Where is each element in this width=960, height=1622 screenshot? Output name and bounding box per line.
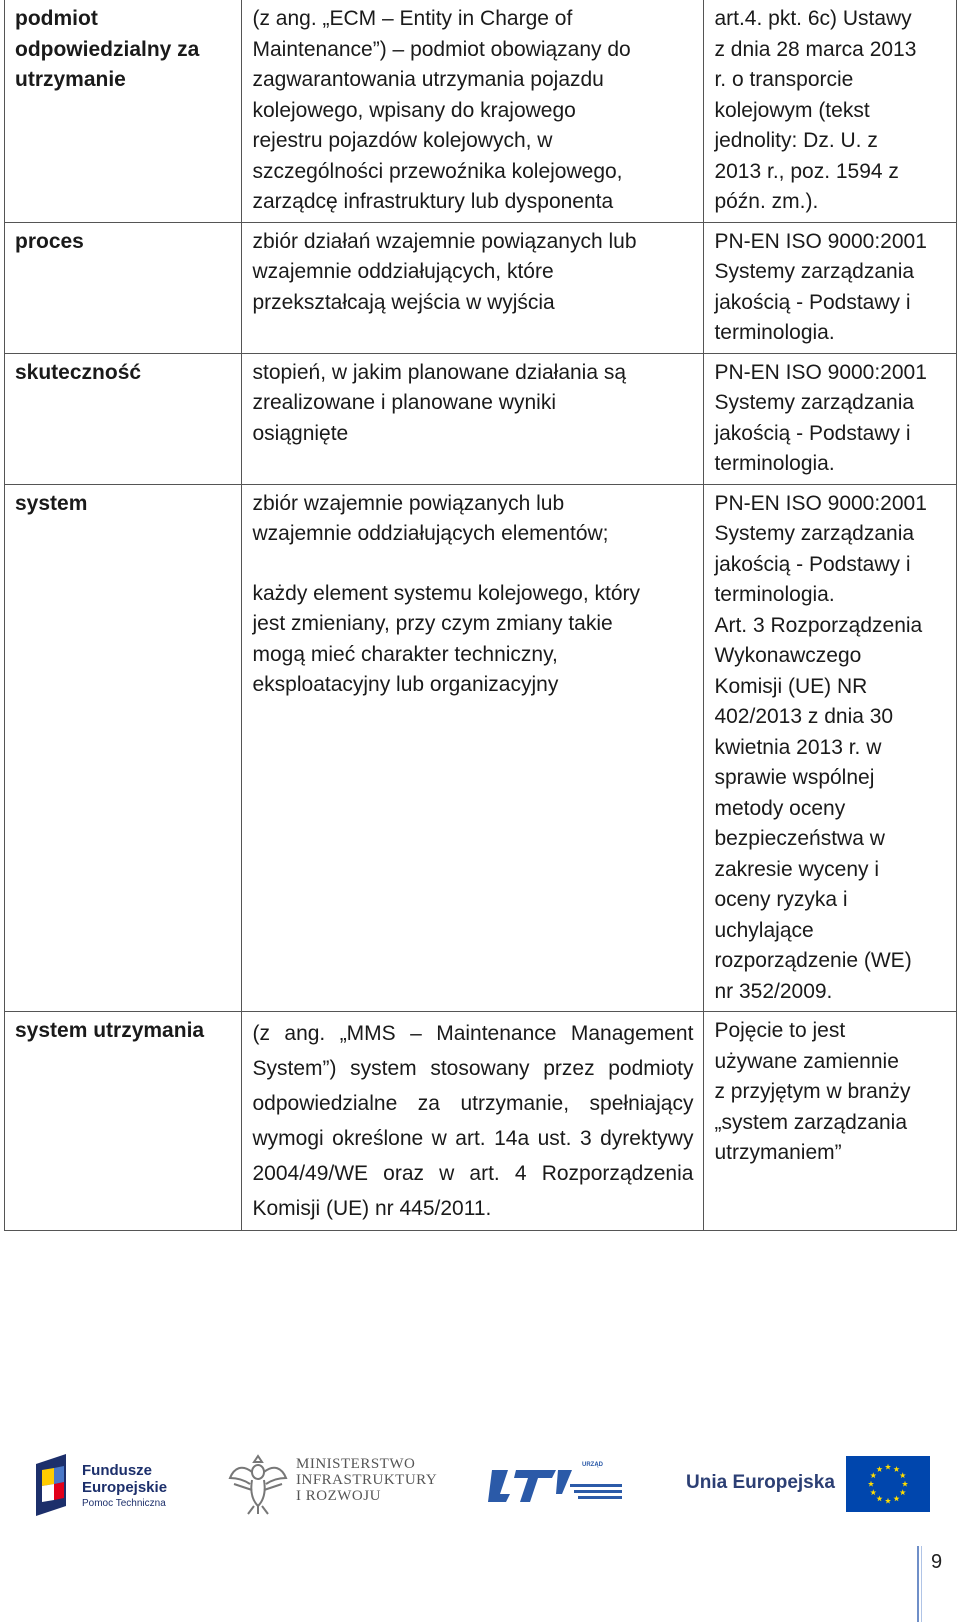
definition-cell — [242, 222, 704, 353]
term-cell — [5, 484, 242, 1012]
definition-line: zarządcę infrastruktury lub dysponenta — [252, 190, 614, 213]
definition-line: zbiór wzajemnie powiązanych lub — [252, 491, 565, 515]
definition-line: mogą mieć charakter techniczny, — [252, 642, 558, 666]
table-body — [5, 0, 957, 1231]
term-line: odpowiedzialny za — [15, 37, 200, 61]
source-line: z dnia 28 marca 2013 — [714, 37, 917, 61]
definition-cell — [242, 484, 704, 1012]
term-line: podmiot — [15, 7, 98, 30]
eu-flag-icon — [846, 1456, 930, 1512]
definition-line: szczególności przewoźnika kolejowego, — [252, 159, 623, 183]
definition-line: wzajemnie oddziałujących, które — [252, 260, 554, 283]
source-line: art.4. pkt. 6c) Ustawy — [714, 7, 912, 30]
table-row — [5, 353, 957, 484]
source-line: zakresie wyceny i — [714, 857, 880, 881]
source-line: „system zarządzania — [714, 1110, 908, 1134]
definition-cell — [242, 353, 704, 484]
definition-line: stopień, w jakim planowane działania są — [252, 360, 627, 384]
term-line: system utrzymania — [15, 1019, 205, 1042]
definition-line: eksploatacyjny lub organizacyjny — [252, 673, 559, 696]
definition-line: kolejowego, wpisany do krajowego — [252, 98, 576, 122]
source-line: terminologia. — [714, 321, 835, 344]
definition-line: Maintenance”) – podmiot obowiązany do — [252, 37, 631, 61]
eu-label: Unia Europejska — [686, 1472, 835, 1493]
table-row — [5, 484, 957, 1012]
source-line: 402/2013 z dnia 30 — [714, 705, 894, 728]
definition-line: przekształcają wejścia w wyjścia — [252, 290, 555, 314]
source-line: kolejowym (tekst — [714, 98, 870, 122]
page-number-rule-light — [921, 1546, 922, 1622]
fundusze-europejskie-logo — [36, 1454, 186, 1518]
source-line: późn. zm.). — [714, 190, 819, 213]
term-cell — [5, 353, 242, 484]
source-cell — [704, 222, 957, 353]
source-line: sprawie wspólnej — [714, 766, 875, 789]
table-row — [5, 1012, 957, 1231]
definition-line: zbiór działań wzajemnie powiązanych lub — [252, 229, 637, 253]
definition-line: wzajemnie oddziałujących elementów; — [252, 522, 609, 545]
source-line: Wykonawczego — [714, 644, 862, 667]
source-cell — [704, 0, 957, 222]
source-line: PN-EN ISO 9000:2001 — [714, 491, 927, 515]
source-line: utrzymaniem” — [714, 1141, 842, 1164]
definition-line: jest zmieniany, przy czym zmiany takie — [252, 612, 613, 635]
source-line: kwietnia 2013 r. w — [714, 735, 882, 759]
fundusze-emblem-icon — [36, 1454, 72, 1516]
source-line: r. o transporcie — [714, 68, 854, 91]
page-number-rule — [917, 1546, 919, 1622]
source-cell — [704, 353, 957, 484]
fe-line2: Europejskie — [82, 1479, 168, 1496]
ministry-line1: MINISTERSTWO — [296, 1456, 416, 1472]
definition-line: każdy element systemu kolejowego, który — [252, 581, 640, 605]
source-line: bezpieczeństwa w — [714, 827, 885, 850]
term-cell — [5, 1012, 242, 1231]
source-line: rozporządzenie (WE) — [714, 949, 912, 972]
source-line: metody oceny — [714, 796, 846, 820]
source-line: jakością - Podstawy i — [714, 552, 911, 576]
source-line: Systemy zarządzania — [714, 391, 915, 414]
definition-line: rejestru pojazdów kolejowych, w — [252, 129, 553, 152]
definitions-table — [4, 0, 957, 1231]
ministry-logo — [228, 1448, 458, 1520]
source-line: uchylające — [714, 918, 814, 942]
source-line: nr 352/2009. — [714, 979, 833, 1003]
source-line: używane zamiennie — [714, 1049, 899, 1073]
source-line: PN-EN ISO 9000:2001 — [714, 360, 927, 384]
source-cell — [704, 484, 957, 1012]
source-line: Komisji (UE) NR — [714, 674, 868, 698]
ministry-line3: I ROZWOJU — [296, 1488, 381, 1504]
source-line: Systemy zarządzania — [714, 260, 915, 283]
definition-cell — [242, 0, 704, 222]
term-line: system — [15, 491, 88, 515]
source-line: oceny ryzyka i — [714, 888, 848, 911]
source-line: Pojęcie to jest — [714, 1019, 846, 1042]
term-cell — [5, 222, 242, 353]
definition-line: osiągnięte — [252, 421, 349, 445]
term-line: skuteczność — [15, 360, 142, 384]
definition-line: zagwarantowania utrzymania pojazdu — [252, 68, 604, 91]
source-cell — [704, 1012, 957, 1231]
fe-line3: Pomoc Techniczna — [82, 1498, 166, 1509]
source-line: jakością - Podstawy i — [714, 290, 911, 314]
source-line: PN-EN ISO 9000:2001 — [714, 229, 927, 253]
definition-line: (z ang. „ECM – Entity in Charge of — [252, 7, 573, 30]
definition-line: zrealizowane i planowane wyniki — [252, 391, 556, 414]
paragraph-gap — [252, 550, 693, 579]
ministry-line2: INFRASTRUKTURY — [296, 1472, 438, 1488]
source-line: terminologia. — [714, 452, 835, 475]
footer-logos — [0, 1440, 960, 1530]
source-line: 2013 r., poz. 1594 z — [714, 159, 899, 183]
source-line: jednolity: Dz. U. z — [714, 129, 878, 152]
utk-emblem-icon — [486, 1462, 626, 1506]
table-row — [5, 222, 957, 353]
eagle-emblem-icon — [228, 1448, 288, 1516]
table-row — [5, 0, 957, 222]
utk-small-label: URZĄD — [582, 1462, 603, 1468]
utk-logo — [486, 1462, 636, 1506]
definition-paragraph: (z ang. „MMS – Maintenance Management System”) system stosowany przez podmioty odpowiedzialne za utrzymanie, spełniający wymogi określone w art. 14a ust. 3 dyrektywy 2004/49/WE oraz w art. 4 Rozporządzenia Komisji (UE) nr 445/2011. — [252, 1022, 694, 1220]
term-line: utrzymanie — [15, 68, 126, 91]
page-number: 9 — [931, 1551, 943, 1573]
source-line: Systemy zarządzania — [714, 522, 915, 545]
source-line: terminologia. — [714, 583, 835, 606]
term-line: proces — [15, 229, 84, 253]
fe-line1: Fundusze — [82, 1462, 152, 1479]
term-cell — [5, 0, 242, 222]
source-line: jakością - Podstawy i — [714, 421, 911, 445]
definition-cell — [242, 1012, 704, 1231]
source-line: z przyjętym w branży — [714, 1080, 911, 1103]
source-line: Art. 3 Rozporządzenia — [714, 613, 923, 637]
